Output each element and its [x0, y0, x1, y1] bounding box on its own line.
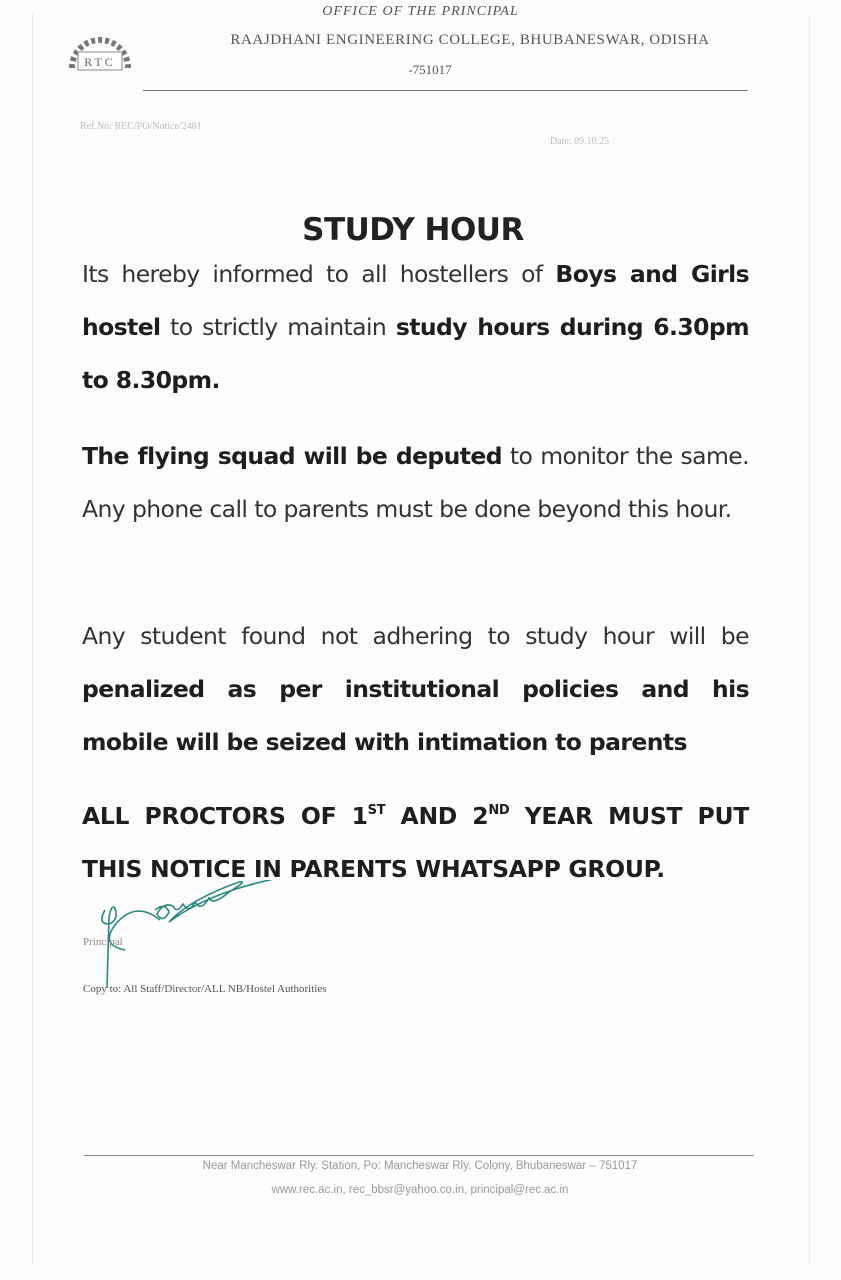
signatory-label: Principal: [83, 936, 123, 948]
reference-number: Ref.No: REC/PO/Notice/2481: [80, 121, 202, 132]
college-name: RAAJDHANI ENGINEERING COLLEGE, BHUBANESWAR, ODISHA: [230, 32, 710, 48]
text: Any student found not adhering to study hour will be: [82, 622, 749, 650]
paragraph-penalty: [82, 610, 749, 769]
bold-text: The flying squad will be deputed: [82, 442, 502, 470]
header-rule: [143, 90, 748, 91]
superscript: ND: [488, 803, 510, 818]
text: to monitor the same. Any phone call to parents must be done beyond this hour.: [82, 442, 749, 523]
text: Its hereby informed to all hostellers of: [82, 260, 556, 288]
text: ALL PROCTORS OF 1: [82, 802, 368, 830]
paragraph-flying-squad: [82, 430, 749, 536]
footer-contacts: www.rec.ac.in, rec_bbsr@yahoo.co.in, principal@rec.ac.in: [271, 1184, 569, 1196]
paragraph-study-hours: [82, 248, 749, 407]
bold-text: Boys and Girls hostel: [82, 260, 749, 341]
superscript: ST: [367, 803, 386, 818]
footer-rule: [84, 1155, 754, 1156]
text: AND 2: [385, 802, 489, 830]
bold-text: penalized as per institutional policies and his mobile will be seized with intimation to parents: [82, 675, 749, 756]
signature: [85, 880, 305, 990]
notice-date: Date: 09.10.25: [550, 136, 610, 147]
college-pin: -751017: [408, 62, 452, 77]
notice-title: STUDY HOUR: [302, 212, 524, 248]
office-heading: OFFICE OF THE PRINCIPAL: [322, 4, 519, 19]
footer-address: Near Mancheswar Rly. Station, Po: Mancheswar Rly. Colony, Bhubaneswar – 751017: [202, 1160, 638, 1172]
bold-text: study hours during 6.30pm to 8.30pm.: [82, 313, 749, 394]
college-logo: [66, 28, 134, 74]
text: YEAR MUST PUT THIS NOTICE IN PARENTS WHATSAPP GROUP.: [82, 802, 749, 883]
svg-text:RTC: RTC: [84, 55, 116, 69]
text: to strictly maintain: [160, 313, 396, 341]
copy-to: Copy to: All Staff/Director/ALL NB/Hostel Authorities: [83, 983, 327, 995]
